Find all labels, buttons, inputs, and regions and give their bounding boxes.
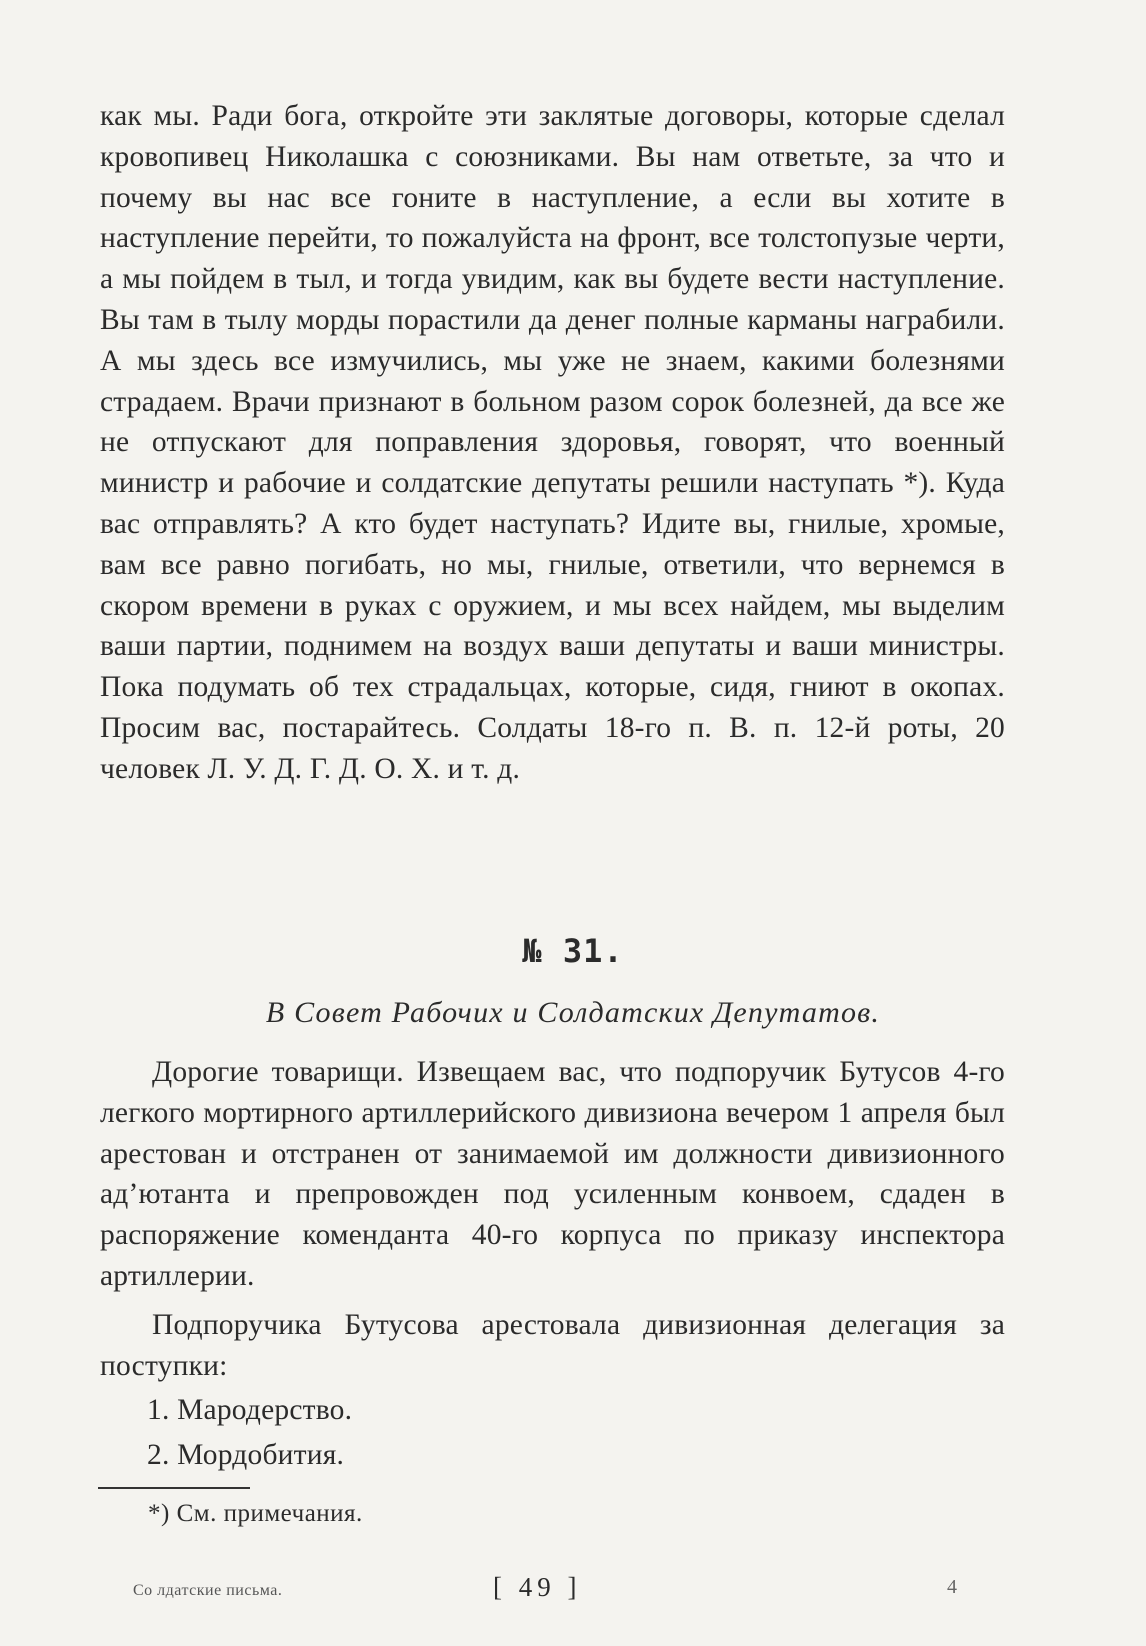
- list-item: 2. Мордобития.: [147, 1439, 345, 1472]
- page-number: [ 49 ]: [493, 1572, 582, 1602]
- letter-30-continuation: [100, 96, 1005, 790]
- letter-30-text: как мы. Ради бога, откройте эти заклятые договоры, которые сделал кровопивец Николашка с союзниками. Вы нам ответьте, за что и почему вы нас все гоните в наступление, а если вы хотите в наступление перейти, то пожалуйста на фронт, все толстопузые черти, а мы пойдем в тыл, и тогда увидим, как вы будете вести наступление. Вы там в тылу морды порастили да денег полные карманы награбили. А мы здесь все измучились, мы уже не знаем, какими болезнями страдаем. Врачи признают в больном разом сорок болезней, да все же не отпускают для поправления здоровья, говорят, что военный министр и рабочие и солдатские депутаты решили наступать *). Куда вас отправлять? А кто будет наступать? Идите вы, гнилые, хромые, вам все равно погибать, но мы, гнилые, ответили, что вернемся в скором времени в руках с оружием, и мы всех найдем, мы выделим ваши партии, поднимем на воздух ваши депутаты и ваши министры. Пока подумать об тех страдальцах, которые, сидя, гниют в окопах. Просим вас, постарайтесь. Солдаты 18-го п. В. п. 12-й роты, 20 человек Л. У. Д. Г. Д. О. Х. и т. д.: [100, 100, 1005, 785]
- document-number: № 31.: [522, 932, 624, 970]
- running-title: Со лдатские письма.: [133, 1582, 283, 1599]
- signature-mark: 4: [947, 1576, 957, 1598]
- letter-31-body: [100, 1052, 1005, 1476]
- document-heading: В Совет Рабочих и Солдатских Депутатов.: [265, 996, 881, 1029]
- letter-31-paragraph-2: Подпоручика Бутусова арестовала дивизионная делегация за поступки:: [100, 1308, 1005, 1382]
- list-item: 1. Мародерство.: [147, 1394, 353, 1427]
- footnote: *) См. примечания.: [148, 1500, 363, 1527]
- letter-31-paragraph-1: Дорогие товарищи. Извещаем вас, что подпоручик Бутусов 4-го легкого мортирного артиллерийского дивизиона вечером 1 апреля был арестован и отстранен от занимаемой им должности дивизионного ад’ютанта и препровожден под усиленным конвоем, сдаден в распоряжение коменданта 40-го корпуса по приказу инспектора артиллерии.: [100, 1056, 1005, 1292]
- footnote-divider: [98, 1487, 250, 1489]
